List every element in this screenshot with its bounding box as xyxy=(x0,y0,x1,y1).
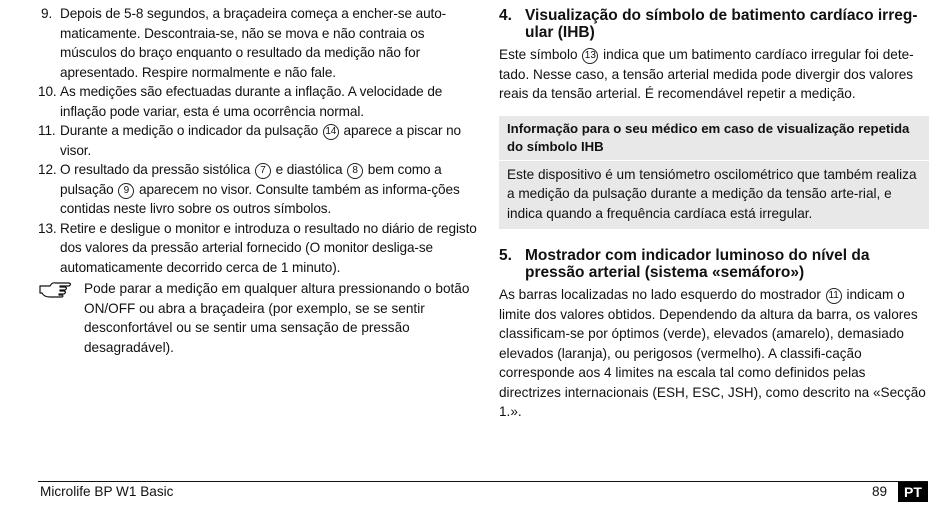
info-box-text: Este dispositivo é um tensiómetro oscilométrico que também realiza a medição da pulsação durante a medição da tensão arte-rial, e indica quando a frequência cardíaca está irregular. xyxy=(507,166,917,221)
step-text: aparece a piscar no visor. xyxy=(60,123,461,158)
step-text: As medições são efectuadas durante a inflação. A velocidade de inflação pode variar, esta é uma ocorrência normal. xyxy=(60,84,443,119)
para-text: indica que um batimento cardíaco irregular foi dete-tado. Nesse caso, a tensão arterial medida pode divergir dos valores reais da tensão arterial. É recomendável repetir a medição. xyxy=(499,47,914,101)
step-text: O resultado da pressão sistólica xyxy=(60,162,251,177)
info-box-title: Informação para o seu médico em caso de visualização repetida do símbolo IHB xyxy=(507,120,910,154)
step-number: 13. xyxy=(38,220,57,236)
para-text: Este símbolo xyxy=(499,47,578,62)
step-number: 10. xyxy=(38,84,57,99)
section-5-heading xyxy=(499,247,929,281)
step-9 xyxy=(38,4,478,82)
step-11 xyxy=(38,121,478,160)
step-text: e diastólica xyxy=(275,162,343,177)
symbol-ref-14: 14 xyxy=(323,124,339,140)
step-13 xyxy=(38,219,478,278)
step-list xyxy=(38,0,478,277)
note-text: Pode parar a medição em qualquer altura pressionando o botão ON/OFF ou abra a braçadeira (por exemplo, se se sentir desconfortável ou se sentir uma sensação de pressão desagradável). xyxy=(84,281,470,355)
step-number: 9. xyxy=(41,6,53,21)
info-box-divider xyxy=(499,160,929,161)
symbol-ref-8: 8 xyxy=(347,163,363,179)
section-title: Mostrador com indicador luminoso do nível da pressão arterial (sistema «semáforo») xyxy=(525,247,870,281)
step-text: Depois de 5-8 segundos, a braçadeira começa a encher-se auto-maticamente. Descontraia-se, não se mova e não contraia os músculos do braço enquanto o resultado da medição não for apresentado. Respire normalmente e não fale. xyxy=(60,6,447,80)
left-column xyxy=(38,0,478,357)
section-4-heading xyxy=(499,7,929,41)
right-column xyxy=(499,0,929,422)
section-5-text xyxy=(499,285,929,422)
pointing-hand-icon xyxy=(38,279,74,299)
step-12 xyxy=(38,160,478,219)
step-number: 11. xyxy=(38,123,56,138)
page-number: 89 xyxy=(872,484,888,499)
symbol-ref-9: 9 xyxy=(118,183,134,199)
symbol-ref-13: 13 xyxy=(582,48,598,64)
step-text: Retire e desligue o monitor e introduza o resultado no diário de registo dos valores da pressão arterial fornecido (O monitor desliga-se automaticamente decorrido cerca de 1 minuto). xyxy=(60,220,477,275)
para-text: As barras localizadas no lado esquerdo do mostrador xyxy=(499,287,821,302)
step-text: bem como a pulsação xyxy=(60,162,442,197)
para-text: indicam o limite dos valores obtidos. Dependendo da altura da barra, os valores classificam-se por óptimos (verde), elevados (amarelo), demasiado elevados (laranja), ou perigosos (vermelho). A classifi-cação corresponde aos 4 limites na escala tal como definidos pelas directrizes internacionais (ESH, ESC, JSH), como descrito na «Secção 1.». xyxy=(499,287,926,419)
section-number: 4. xyxy=(499,7,512,24)
footer-product-name: Microlife BP W1 Basic xyxy=(40,484,174,499)
note xyxy=(38,279,478,357)
section-4-text xyxy=(499,45,929,104)
language-badge: PT xyxy=(898,482,928,502)
symbol-ref-7: 7 xyxy=(255,163,271,179)
step-text: Durante a medição o indicador da pulsação xyxy=(60,123,319,138)
footer-rule xyxy=(38,481,928,482)
step-text: aparecem no visor. Consulte também as informa-ções contidas neste livro sobre os outros símbolos. xyxy=(60,181,460,216)
section-5 xyxy=(499,247,929,422)
section-title: Visualização do símbolo de batimento cardíaco irreg-ular (IHB) xyxy=(525,7,918,41)
doctor-info-box xyxy=(499,116,929,230)
step-10 xyxy=(38,82,478,121)
section-number: 5. xyxy=(499,247,512,264)
step-number: 12. xyxy=(38,162,57,177)
section-4 xyxy=(499,0,929,104)
symbol-ref-11: 11 xyxy=(826,288,842,304)
